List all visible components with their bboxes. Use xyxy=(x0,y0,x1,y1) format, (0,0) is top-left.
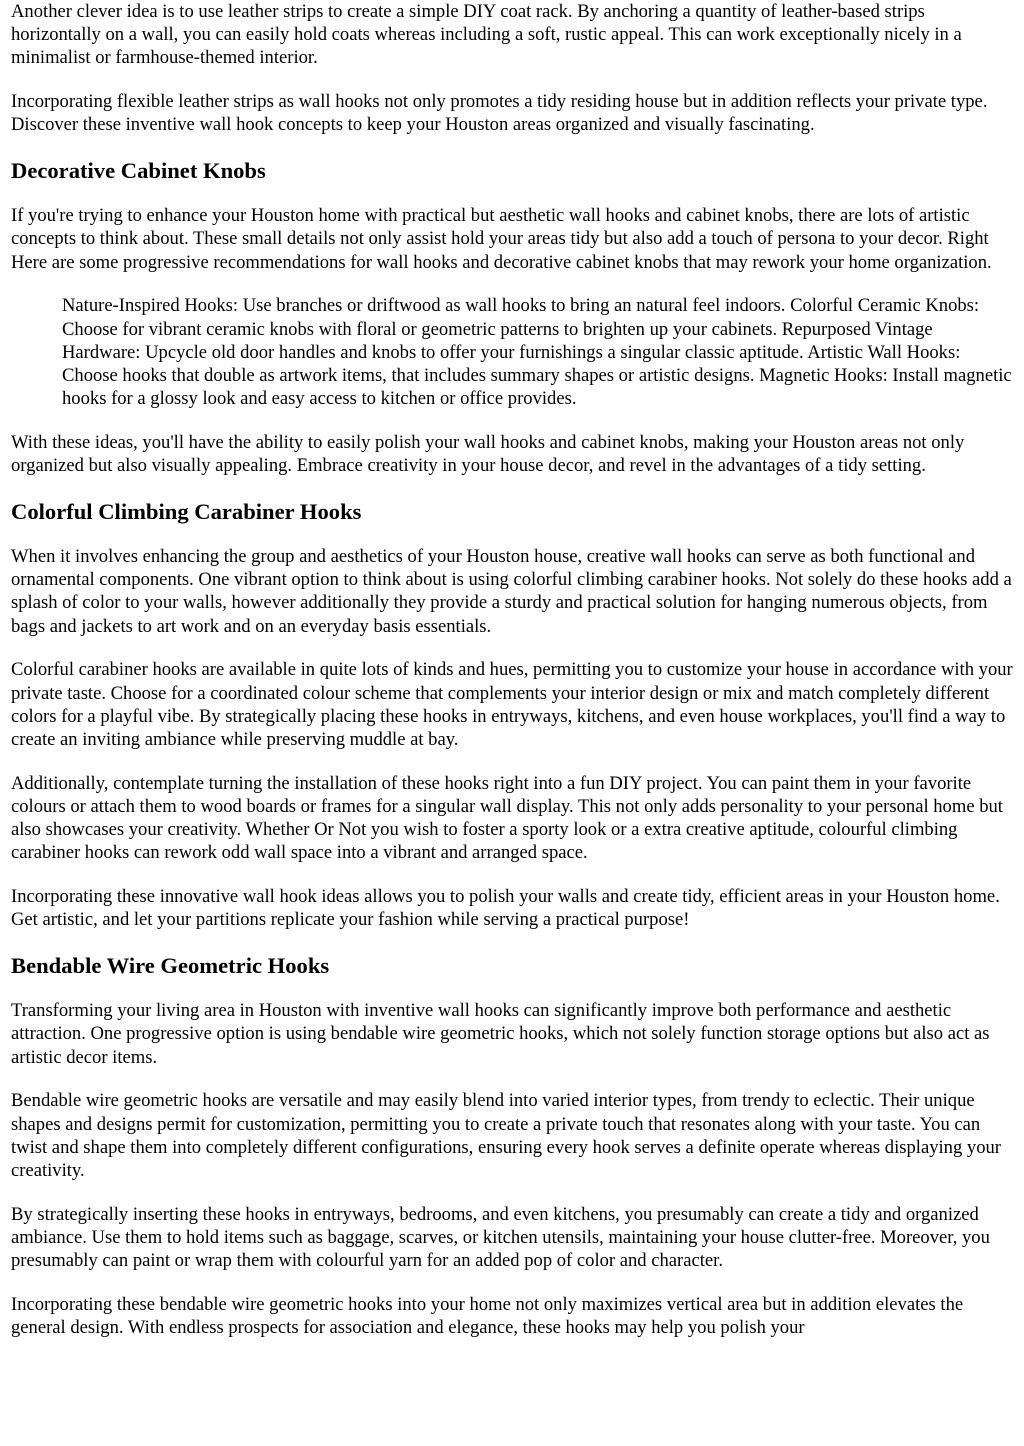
section-heading: Colorful Climbing Carabiner Hooks xyxy=(11,499,362,525)
paragraph: Incorporating these bendable wire geometric hooks into your home not only maximizes vertical area but in addition elevates the general design. With endless prospects for association and elegance, these hooks may help you polish your xyxy=(11,1294,964,1339)
paragraph: By strategically inserting these hooks in entryways, bedrooms, and even kitchens, you presumably can create a tidy and organized ambiance. Use them to hold items such as baggage, scarves, or kitchen utensils, maintaining your house clutter-free. Moreover, you presumably can paint or wrap them with colourful yarn for an added pop of color and character. xyxy=(11,1203,990,1272)
paragraph: Colorful carabiner hooks are available in quite lots of kinds and hues, permitting you to customize your house in accordance with your private taste. Choose for a coordinated colour scheme that complements your interior design or mix and match completely different colors for a playful vibe. By strategically placing these hooks in entryways, kitchens, and even house workplaces, you'll find a way to create an inviting ambiance while preserving muddle at bay. xyxy=(11,659,1013,751)
tips-blockquote: Nature-Inspired Hooks: Use branches or driftwood as wall hooks to bring an natural feel indoors. Colorful Ceramic Knobs: Choose for vibrant ceramic knobs with floral or geometric patterns to brighten up your cabinets. Repurposed Vintage Hardware: Upcycle old door handles and knobs to offer your furnishings a singular classic aptitude. Artistic Wall Hooks: Choose hooks that double as artwork items, that includes summary shapes or artistic designs. Magnetic Hooks: Install magnetic hooks for a glossy look and easy access to kitchen or office provides. xyxy=(62,295,1012,410)
paragraph: Additionally, contemplate turning the installation of these hooks right into a fun DIY project. You can paint them in your favorite colours or attach them to wood boards or frames for a singular wall display. This not only adds personality to your personal home but also showcases your creativity. Whether Or Not you wish to foster a sporty look or a extra creative aptitude, colourful climbing carabiner hooks can rework odd wall space into a vibrant and arranged space. xyxy=(11,772,1003,864)
paragraph: Transforming your living area in Houston with inventive wall hooks can significantly improve both performance and aesthetic attraction. One progressive option is using bendable wire geometric hooks, which not solely function storage options but also act as artistic decor items. xyxy=(11,1000,990,1068)
section-heading: Bendable Wire Geometric Hooks xyxy=(11,953,330,979)
paragraph: Another clever idea is to use leather strips to create a simple DIY coat rack. By anchoring a quantity of leather-based strips horizontally on a wall, you can easily hold coats whereas including a soft, rustic appeal. This can work exceptionally nicely in a minimalist or farmhouse-themed interior. xyxy=(11,1,962,69)
paragraph: Incorporating flexible leather strips as wall hooks not only promotes a tidy residing house but in addition reflects your private type. Discover these inventive wall hook concepts to keep your Houston areas organized and visually fascinating. xyxy=(11,91,988,136)
paragraph: Incorporating these innovative wall hook ideas allows you to polish your walls and create tidy, efficient areas in your Houston home. Get artistic, and let your partitions replicate your fashion while serving a practical purpose! xyxy=(11,886,1000,931)
paragraph: Bendable wire geometric hooks are versatile and may easily blend into varied interior types, from trendy to eclectic. Their unique shapes and designs permit for customization, permitting you to create a private touch that resonates along with your taste. You can twist and shape them into completely different configurations, ensuring every hook serves a definite operate whereas displaying your creativity. xyxy=(11,1090,1001,1182)
paragraph: When it involves enhancing the group and aesthetics of your Houston house, creative wall hooks can serve as both functional and ornamental components. One vibrant option to think about is using colorful climbing carabiner hooks. Not solely do these hooks add a splash of color to your walls, however additionally they provide a sturdy and practical solution for hanging numerous objects, from bags and jackets to art work and on an everyday basis essentials. xyxy=(11,546,1012,637)
section-heading: Decorative Cabinet Knobs xyxy=(11,158,266,184)
paragraph: If you're trying to enhance your Houston home with practical but aesthetic wall hooks and cabinet knobs, there are lots of artistic concepts to think about. These small details not only assist hold your areas tidy but also add a touch of persona to your decor. Right Here are some progressive recommendations for wall hooks and decorative cabinet knobs that may rework your home organization. xyxy=(11,205,992,273)
paragraph: With these ideas, you'll have the ability to easily polish your wall hooks and cabinet knobs, making your Houston areas not only organized but also visually appealing. Embrace creativity in your house decor, and revel in the advantages of a tidy setting. xyxy=(11,432,965,477)
